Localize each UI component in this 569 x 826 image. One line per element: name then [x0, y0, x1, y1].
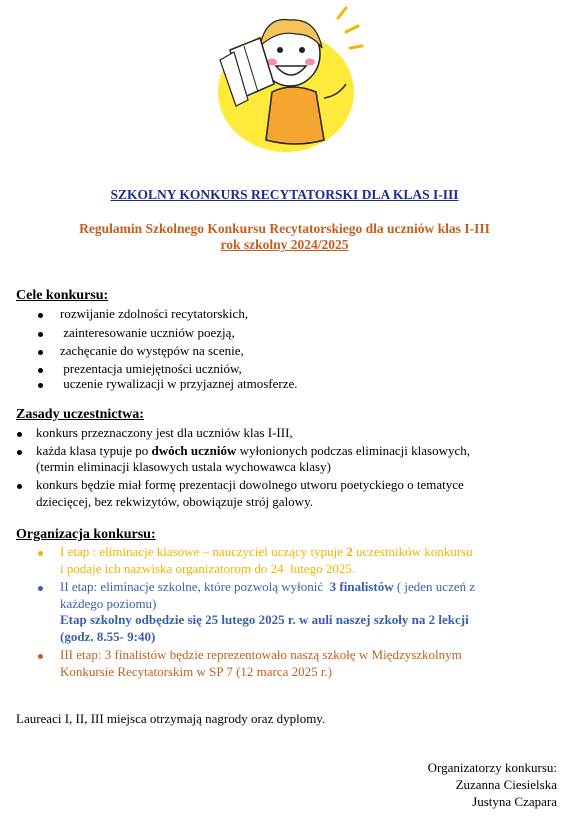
rules-heading: Zasady uczestnictwa:	[16, 407, 144, 422]
organization-heading: Organizacja konkursu:	[16, 527, 156, 542]
awards-note: Laureaci I, II, III miejsca otrzymają nagrody oraz dyplomy.	[16, 711, 326, 726]
child-reading-illustration	[200, 0, 365, 160]
school-year: rok szkolny 2024/2025	[220, 237, 349, 252]
signature-name: Justyna Czapara	[472, 794, 557, 809]
document-title: SZKOLNY KONKURS RECYTATORSKI DLA KLAS I-III	[110, 187, 459, 202]
goals-heading: Cele konkursu:	[16, 288, 109, 303]
document-subtitle: Regulamin Szkolnego Konkursu Recytatorskiego dla uczniów klas I-III	[79, 221, 490, 236]
signature-name: Zuzanna Ciesielska	[455, 777, 557, 792]
signature-label: Organizatorzy konkursu:	[427, 760, 557, 775]
